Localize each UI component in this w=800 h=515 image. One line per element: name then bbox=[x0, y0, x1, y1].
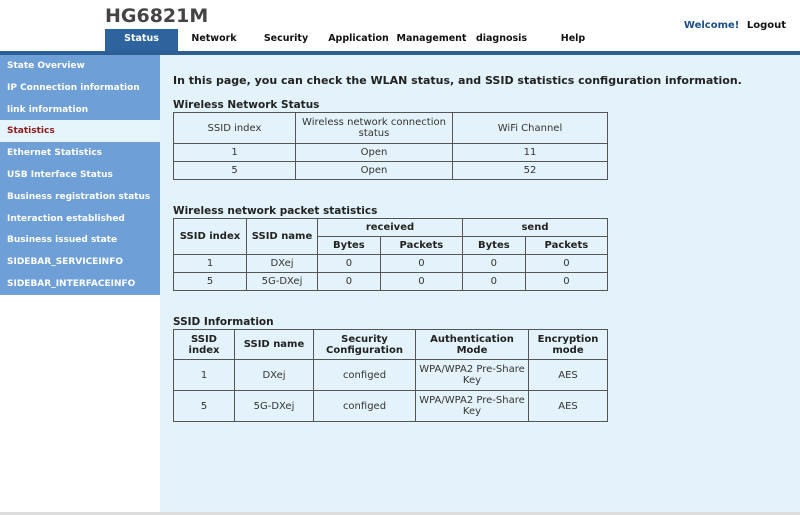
cell: 0 bbox=[525, 255, 607, 273]
sidebar-item-link-information[interactable]: link information bbox=[7, 104, 89, 115]
cell: 5G-DXej bbox=[235, 391, 314, 422]
ssid-info-table bbox=[173, 329, 608, 422]
cell: 0 bbox=[462, 255, 525, 273]
sidebar-item-usb-interface[interactable]: USB Interface Status bbox=[7, 169, 113, 180]
sidebar-item-business-registration[interactable]: Business registration status bbox=[7, 191, 151, 202]
col-send-packets: Packets bbox=[525, 237, 607, 255]
tab-diagnosis[interactable]: diagnosis bbox=[475, 33, 528, 44]
col-ssid-index: SSID index bbox=[174, 219, 247, 255]
col-send: send bbox=[462, 219, 607, 237]
logo: HG6821M bbox=[105, 5, 209, 27]
intro-text: In this page, you can check the WLAN status, and SSID statistics configuration information. bbox=[173, 74, 742, 87]
cell: 0 bbox=[380, 255, 462, 273]
table-row bbox=[174, 162, 608, 180]
col-ssid-index: SSID index bbox=[174, 330, 235, 360]
table-row bbox=[174, 255, 608, 273]
cell: 0 bbox=[462, 273, 525, 291]
col-ssid-name: SSID name bbox=[235, 330, 314, 360]
cell: 1 bbox=[174, 255, 247, 273]
sidebar bbox=[0, 55, 160, 295]
cell: 0 bbox=[525, 273, 607, 291]
wireless-status-table bbox=[173, 112, 608, 180]
col-encryption-mode: Encryption mode bbox=[529, 330, 608, 360]
sidebar-item-ip-connection[interactable]: IP Connection information bbox=[7, 82, 140, 93]
logout-link[interactable]: Logout bbox=[746, 20, 786, 31]
col-send-bytes: Bytes bbox=[462, 237, 525, 255]
cell: DXej bbox=[247, 255, 318, 273]
cell: 1 bbox=[174, 144, 296, 162]
tab-status[interactable]: Status bbox=[105, 29, 178, 52]
tab-security[interactable]: Security bbox=[263, 33, 309, 44]
col-ssid-name: SSID name bbox=[247, 219, 318, 255]
cell: 5 bbox=[174, 162, 296, 180]
cell: 1 bbox=[174, 360, 235, 391]
sidebar-item-business-issued[interactable]: Business issued state bbox=[7, 235, 118, 246]
tab-management[interactable]: Management bbox=[396, 33, 467, 44]
cell: AES bbox=[529, 360, 608, 391]
table-row bbox=[174, 360, 608, 391]
cell: 0 bbox=[380, 273, 462, 291]
cell: AES bbox=[529, 391, 608, 422]
sidebar-item-interfaceinfo[interactable]: SIDEBAR_INTERFACEINFO bbox=[7, 278, 136, 289]
cell: Open bbox=[296, 162, 453, 180]
tab-help[interactable]: Help bbox=[560, 33, 586, 44]
cell: configed bbox=[314, 360, 416, 391]
packet-stats-title: Wireless network packet statistics bbox=[173, 205, 378, 217]
top-nav bbox=[105, 29, 611, 52]
sidebar-item-interaction-established[interactable]: Interaction established bbox=[7, 213, 125, 224]
table-row bbox=[174, 273, 608, 291]
welcome-text: Welcome! bbox=[683, 20, 740, 31]
table-row bbox=[174, 391, 608, 422]
cell: 52 bbox=[453, 162, 608, 180]
sidebar-item-ethernet-statistics[interactable]: Ethernet Statistics bbox=[7, 148, 103, 159]
cell: WPA/WPA2 Pre-Share Key bbox=[416, 391, 529, 422]
cell: 5 bbox=[174, 273, 247, 291]
tab-application[interactable]: Application bbox=[328, 33, 389, 44]
col-auth-mode: Authentication Mode bbox=[416, 330, 529, 360]
header bbox=[0, 0, 800, 52]
cell: DXej bbox=[235, 360, 314, 391]
cell: 0 bbox=[318, 255, 381, 273]
col-ssid-index: SSID index bbox=[174, 113, 296, 144]
col-received: received bbox=[318, 219, 463, 237]
cell: 11 bbox=[453, 144, 608, 162]
col-received-bytes: Bytes bbox=[318, 237, 381, 255]
cell: Open bbox=[296, 144, 453, 162]
tab-network[interactable]: Network bbox=[191, 33, 237, 44]
col-connection-status: Wireless network connection status bbox=[296, 113, 453, 144]
col-received-packets: Packets bbox=[380, 237, 462, 255]
sidebar-item-statistics[interactable]: Statistics bbox=[0, 120, 160, 142]
sidebar-item-serviceinfo[interactable]: SIDEBAR_SERVICEINFO bbox=[7, 257, 124, 268]
col-wifi-channel: WiFi Channel bbox=[453, 113, 608, 144]
cell: configed bbox=[314, 391, 416, 422]
cell: 5G-DXej bbox=[247, 273, 318, 291]
main-content bbox=[160, 55, 800, 512]
cell: 0 bbox=[318, 273, 381, 291]
cell: 5 bbox=[174, 391, 235, 422]
ssid-info-title: SSID Information bbox=[173, 316, 274, 328]
col-security-config: Security Configuration bbox=[314, 330, 416, 360]
wireless-status-title: Wireless Network Status bbox=[173, 99, 320, 111]
packet-stats-table bbox=[173, 218, 608, 291]
cell: WPA/WPA2 Pre-Share Key bbox=[416, 360, 529, 391]
sidebar-item-state-overview[interactable]: State Overview bbox=[7, 61, 85, 71]
table-row bbox=[174, 144, 608, 162]
welcome-area bbox=[684, 20, 786, 31]
